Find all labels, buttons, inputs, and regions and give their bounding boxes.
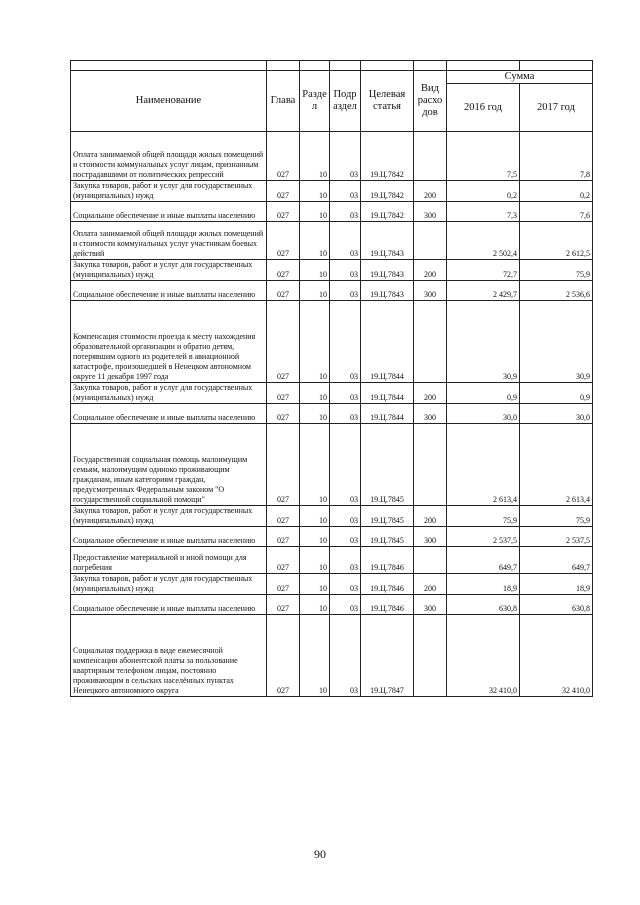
row-name: Социальная поддержка в виде ежемесячной компенсации абонентской платы за пользование квартирным телефоном лицам, постоянно проживающим в сельских населённых пунктах Ненецкого автономного округа (71, 615, 267, 697)
row-name: Компенсация стоимости проезда к месту нахождения образовательной организации и обратно детям, потерявшим одного из родителей в авиационной катастрофе, произошедшей в Ненецком автономном округе 11 декабря 1997 года (71, 301, 267, 383)
row-section: 10 (300, 615, 330, 697)
row-chapter: 027 (267, 424, 300, 506)
row-target-article: 19.Ц.7843 (361, 222, 414, 260)
row-chapter: 027 (267, 202, 300, 222)
row-amount-2017: 75,9 (520, 260, 593, 281)
header-subsection-line1: Подр (333, 89, 357, 100)
header-target-article (361, 71, 414, 132)
table-row (71, 615, 593, 697)
row-amount-2016: 2 613,4 (447, 424, 520, 506)
table-row (71, 404, 593, 424)
row-subsection: 03 (330, 595, 361, 615)
row-name: Оплата занимаемой общей площади жилых помещений и стоимости коммунальных услуг лицам, признанным пострадавшими от политических репрессий (71, 132, 267, 181)
row-target-article: 19.Ц.7842 (361, 132, 414, 181)
row-section: 10 (300, 404, 330, 424)
row-name: Предоставление материальной и иной помощи для погребения (71, 547, 267, 574)
row-amount-2017: 75,9 (520, 506, 593, 527)
header-spacer-row (71, 61, 593, 71)
table-row (71, 424, 593, 506)
row-name: Закупка товаров, работ и услуг для государственных (муниципальных) нужд (71, 574, 267, 595)
row-amount-2017: 0,2 (520, 181, 593, 202)
row-subsection: 03 (330, 281, 361, 301)
row-amount-2017: 18,9 (520, 574, 593, 595)
row-name: Закупка товаров, работ и услуг для государственных (муниципальных) нужд (71, 181, 267, 202)
row-name: Социальное обеспечение и иные выплаты населению (71, 595, 267, 615)
row-name: Социальное обеспечение и иные выплаты населению (71, 202, 267, 222)
row-section: 10 (300, 281, 330, 301)
row-amount-2016: 32 410,0 (447, 615, 520, 697)
row-expense-type: 300 (414, 527, 447, 547)
row-chapter: 027 (267, 181, 300, 202)
table-row (71, 281, 593, 301)
row-expense-type (414, 132, 447, 181)
row-expense-type: 200 (414, 506, 447, 527)
row-amount-2016: 7,3 (447, 202, 520, 222)
row-expense-type (414, 424, 447, 506)
table-row (71, 506, 593, 527)
header-article-line1: Целевая (368, 89, 406, 100)
row-name: Закупка товаров, работ и услуг для государственных (муниципальных) нужд (71, 506, 267, 527)
row-chapter: 027 (267, 574, 300, 595)
table-row (71, 260, 593, 281)
row-expense-type: 300 (414, 404, 447, 424)
row-expense-type: 300 (414, 202, 447, 222)
header-chapter: Глава (267, 71, 300, 132)
row-name: Социальное обеспечение и иные выплаты населению (71, 404, 267, 424)
row-subsection: 03 (330, 574, 361, 595)
row-section: 10 (300, 222, 330, 260)
row-section: 10 (300, 383, 330, 404)
row-subsection: 03 (330, 301, 361, 383)
row-name: Государственная социальная помощь малоимущим семьям, малоимущим одиноко проживающим гражданам, иным категориям граждан, предусмотренных Федеральным законом "О государственной социальной помощи" (71, 424, 267, 506)
row-subsection: 03 (330, 424, 361, 506)
row-target-article: 19.Ц.7846 (361, 547, 414, 574)
row-amount-2016: 7,5 (447, 132, 520, 181)
row-expense-type (414, 301, 447, 383)
row-amount-2017: 2 537,5 (520, 527, 593, 547)
row-name: Закупка товаров, работ и услуг для государственных (муниципальных) нужд (71, 383, 267, 404)
row-amount-2016: 18,9 (447, 574, 520, 595)
table-row (71, 595, 593, 615)
row-amount-2017: 0,9 (520, 383, 593, 404)
header-section (300, 71, 330, 132)
row-chapter: 027 (267, 404, 300, 424)
row-expense-type: 200 (414, 181, 447, 202)
header-year-2017: 2017 год (520, 84, 593, 132)
row-amount-2017: 2 536,6 (520, 281, 593, 301)
table-row (71, 181, 593, 202)
row-section: 10 (300, 181, 330, 202)
row-subsection: 03 (330, 222, 361, 260)
row-target-article: 19.Ц.7844 (361, 301, 414, 383)
row-amount-2016: 75,9 (447, 506, 520, 527)
row-amount-2016: 0,9 (447, 383, 520, 404)
row-amount-2016: 30,0 (447, 404, 520, 424)
table-row (71, 301, 593, 383)
table-row (71, 132, 593, 181)
row-expense-type: 200 (414, 574, 447, 595)
row-expense-type: 300 (414, 595, 447, 615)
row-target-article: 19.Ц.7845 (361, 527, 414, 547)
row-section: 10 (300, 574, 330, 595)
row-section: 10 (300, 506, 330, 527)
row-section: 10 (300, 527, 330, 547)
row-target-article: 19.Ц.7842 (361, 202, 414, 222)
row-chapter: 027 (267, 260, 300, 281)
row-amount-2016: 0,2 (447, 181, 520, 202)
row-chapter: 027 (267, 281, 300, 301)
row-target-article: 19.Ц.7844 (361, 404, 414, 424)
row-chapter: 027 (267, 506, 300, 527)
row-expense-type (414, 222, 447, 260)
row-target-article: 19.Ц.7845 (361, 506, 414, 527)
row-amount-2017: 30,9 (520, 301, 593, 383)
row-target-article: 19.Ц.7844 (361, 383, 414, 404)
table-row (71, 383, 593, 404)
header-expense-line2: расхо (417, 95, 443, 106)
header-section-line1: Разде (302, 89, 327, 100)
row-subsection: 03 (330, 260, 361, 281)
row-subsection: 03 (330, 383, 361, 404)
row-subsection: 03 (330, 404, 361, 424)
row-name: Социальное обеспечение и иные выплаты населению (71, 527, 267, 547)
header-section-line2: л (311, 101, 318, 112)
header-expense-line1: Вид (421, 83, 439, 94)
table-row (71, 574, 593, 595)
row-amount-2016: 2 502,4 (447, 222, 520, 260)
row-subsection: 03 (330, 506, 361, 527)
row-amount-2016: 630,8 (447, 595, 520, 615)
row-expense-type: 200 (414, 260, 447, 281)
header-year-2016: 2016 год (447, 84, 520, 132)
header-expense-line3: дов (422, 107, 438, 118)
header-row-sum (71, 71, 593, 84)
table-row (71, 222, 593, 260)
row-chapter: 027 (267, 547, 300, 574)
row-chapter: 027 (267, 615, 300, 697)
row-amount-2016: 649,7 (447, 547, 520, 574)
page-number: 90 (314, 847, 326, 861)
row-section: 10 (300, 132, 330, 181)
row-amount-2016: 2 429,7 (447, 281, 520, 301)
row-target-article: 19.Ц.7842 (361, 181, 414, 202)
row-expense-type: 300 (414, 281, 447, 301)
row-subsection: 03 (330, 547, 361, 574)
row-target-article: 19.Ц.7846 (361, 574, 414, 595)
row-amount-2017: 7,8 (520, 132, 593, 181)
row-target-article: 19.Ц.7847 (361, 615, 414, 697)
row-amount-2016: 2 537,5 (447, 527, 520, 547)
row-subsection: 03 (330, 527, 361, 547)
row-subsection: 03 (330, 181, 361, 202)
row-chapter: 027 (267, 595, 300, 615)
row-amount-2017: 649,7 (520, 547, 593, 574)
row-amount-2017: 2 612,5 (520, 222, 593, 260)
row-section: 10 (300, 202, 330, 222)
row-subsection: 03 (330, 202, 361, 222)
row-section: 10 (300, 595, 330, 615)
row-amount-2016: 72,7 (447, 260, 520, 281)
row-section: 10 (300, 424, 330, 506)
header-subsection-line2: аздел (333, 101, 357, 112)
table-row (71, 202, 593, 222)
row-expense-type: 200 (414, 383, 447, 404)
row-target-article: 19.Ц.7845 (361, 424, 414, 506)
row-subsection: 03 (330, 615, 361, 697)
row-chapter: 027 (267, 383, 300, 404)
row-name: Социальное обеспечение и иные выплаты населению (71, 281, 267, 301)
row-chapter: 027 (267, 301, 300, 383)
budget-table (70, 60, 593, 697)
row-amount-2017: 7,6 (520, 202, 593, 222)
row-section: 10 (300, 547, 330, 574)
row-target-article: 19.Ц.7843 (361, 281, 414, 301)
row-amount-2017: 630,8 (520, 595, 593, 615)
row-chapter: 027 (267, 527, 300, 547)
row-name: Оплата занимаемой общей площади жилых помещений и стоимости коммунальных услуг участникам боевых действий (71, 222, 267, 260)
row-section: 10 (300, 260, 330, 281)
row-chapter: 027 (267, 222, 300, 260)
row-name: Закупка товаров, работ и услуг для государственных (муниципальных) нужд (71, 260, 267, 281)
table-row (71, 527, 593, 547)
row-target-article: 19.Ц.7846 (361, 595, 414, 615)
row-section: 10 (300, 301, 330, 383)
header-expense-type (414, 71, 447, 132)
header-name: Наименование (71, 71, 267, 132)
row-amount-2017: 30,0 (520, 404, 593, 424)
header-sum: Сумма (447, 71, 593, 84)
header-article-line2: статья (373, 101, 401, 112)
table-row (71, 547, 593, 574)
row-amount-2017: 2 613,4 (520, 424, 593, 506)
row-expense-type (414, 547, 447, 574)
header-subsection (330, 71, 361, 132)
row-target-article: 19.Ц.7843 (361, 260, 414, 281)
row-expense-type (414, 615, 447, 697)
row-chapter: 027 (267, 132, 300, 181)
row-subsection: 03 (330, 132, 361, 181)
row-amount-2016: 30,9 (447, 301, 520, 383)
row-amount-2017: 32 410,0 (520, 615, 593, 697)
